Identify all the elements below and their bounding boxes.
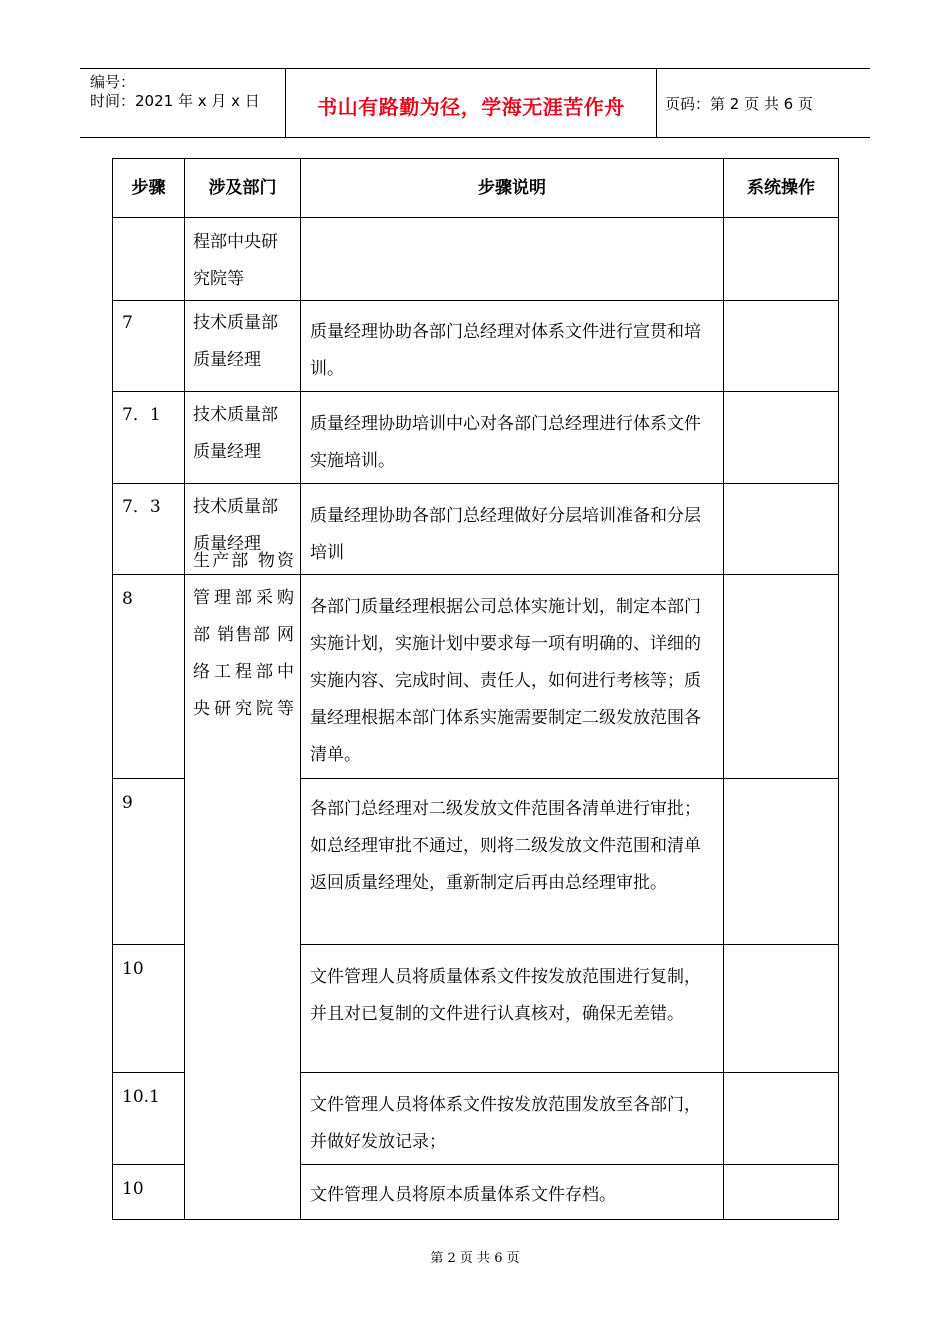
table-header-row (113, 159, 839, 218)
step-cell: 10.1 (113, 1073, 185, 1165)
op-cell (724, 301, 839, 392)
op-cell (724, 1165, 839, 1220)
merged-dept-text: 生产部 物资管理部采购部 销售部 网络工程部中央研究院等 (193, 551, 294, 719)
step-cell (113, 218, 185, 301)
desc-cell: 各部门总经理对二级发放文件范围各清单进行审批；如总经理审批不通过，则将二级发放文件范围和清单返回质量经理处，重新制定后再由总经理审批。 (301, 779, 724, 945)
header-divider (656, 69, 657, 137)
dept-cell: 程部中央研究院等 (185, 218, 301, 301)
step-cell: 8 (113, 575, 185, 779)
merged-dept-cell (185, 551, 301, 1220)
date-label: 时间：2021 年 x 月 x 日 (90, 92, 260, 110)
table-row (113, 218, 839, 301)
desc-cell: 文件管理人员将体系文件按发放范围发放至各部门，并做好发放记录； (301, 1073, 724, 1165)
dept-cell: 技术质量部质量经理 (185, 301, 301, 392)
procedure-table (112, 158, 839, 1220)
column-header-step: 步骤 (113, 159, 185, 218)
step-cell: 7．3 (113, 484, 185, 575)
desc-cell (301, 218, 724, 301)
page-footer: 第 2 页 共 6 页 (430, 1251, 520, 1266)
column-header-op: 系统操作 (724, 159, 839, 218)
step-cell: 10 (113, 1165, 185, 1220)
column-header-desc: 步骤说明 (301, 159, 724, 218)
table-row (113, 575, 839, 779)
step-cell: 9 (113, 779, 185, 945)
desc-cell: 质量经理协助培训中心对各部门总经理进行体系文件实施培训。 (301, 392, 724, 484)
desc-cell: 文件管理人员将原本质量体系文件存档。 (301, 1165, 724, 1220)
column-header-dept: 涉及部门 (185, 159, 301, 218)
page-header (80, 68, 870, 138)
step-cell: 10 (113, 945, 185, 1073)
serial-label: 编号： (90, 73, 136, 91)
desc-cell: 质量经理协助各部门总经理对体系文件进行宣贯和培训。 (301, 301, 724, 392)
op-cell (724, 779, 839, 945)
dept-cell: 技术质量部质量经理 (185, 484, 301, 575)
header-left (90, 73, 260, 111)
op-cell (724, 392, 839, 484)
op-cell (724, 1073, 839, 1165)
step-cell: 7 (113, 301, 185, 392)
desc-cell: 质量经理协助各部门总经理做好分层培训准备和分层培训 (301, 484, 724, 575)
op-cell (724, 218, 839, 301)
table-row (113, 301, 839, 392)
header-motto: 书山有路勤为径，学海无涯苦作舟 (317, 95, 625, 119)
desc-cell: 各部门质量经理根据公司总体实施计划，制定本部门实施计划，实施计划中要求每一项有明确的、详细的实施内容、完成时间、责任人，如何进行考核等；质量经理根据本部门体系实施需要制定二级发放范围各清单。 (301, 575, 724, 779)
table-row (113, 392, 839, 484)
op-cell (724, 575, 839, 779)
step-cell: 7．1 (113, 392, 185, 484)
dept-cell: 技术质量部质量经理 (185, 392, 301, 484)
op-cell (724, 945, 839, 1073)
desc-cell: 文件管理人员将质量体系文件按发放范围进行复制，并且对已复制的文件进行认真核对，确保无差错。 (301, 945, 724, 1073)
op-cell (724, 484, 839, 575)
header-page-info: 页码：第 2 页 共 6 页 (665, 95, 813, 113)
